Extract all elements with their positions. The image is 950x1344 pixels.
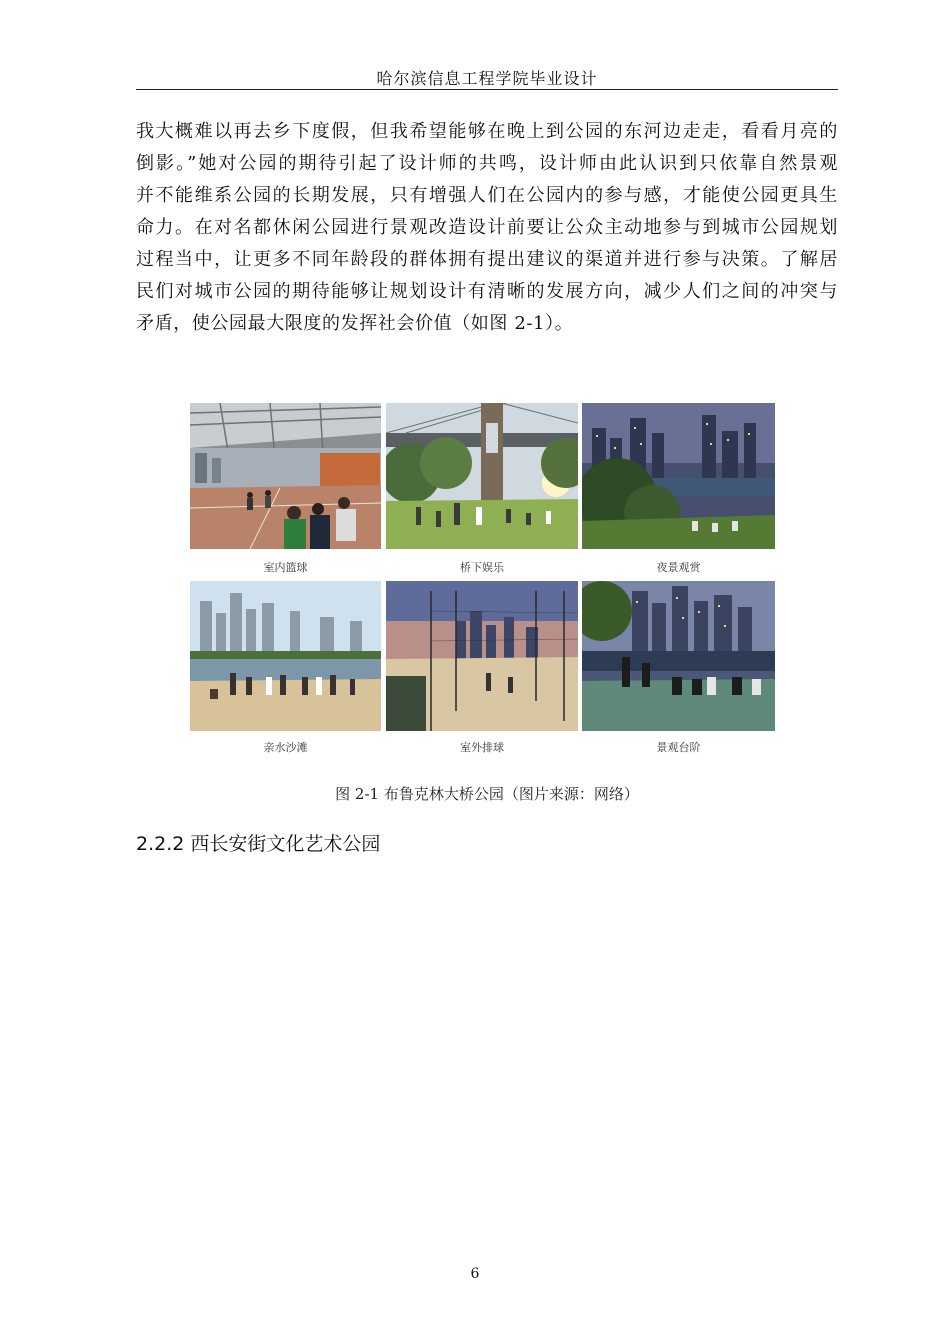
- page-number: 6: [470, 1266, 480, 1282]
- panel-label: 室外排球: [460, 741, 504, 754]
- body-paragraph: [136, 116, 838, 340]
- beach-photo: [190, 581, 381, 731]
- section-heading: 2.2.2 西长安街文化艺术公园: [136, 833, 381, 855]
- landscape-steps-photo: [582, 581, 775, 731]
- indoor-basketball-photo: [190, 403, 381, 549]
- paragraph-line: 我大概难以再去乡下度假，但我希望能够在晚上到公园的东河边走走，看看月亮的: [136, 121, 838, 142]
- page-header: 哈尔滨信息工程学院毕业设计: [376, 69, 598, 88]
- paragraph-line: 过程当中，让更多不同年龄段的群体拥有提出建议的渠道并进行参与决策。了解居: [136, 249, 838, 270]
- volleyball-photo: [386, 581, 578, 731]
- panel-label: 景观台阶: [656, 741, 701, 754]
- bridge-park-photo: [386, 403, 578, 549]
- panel-label: 室内篮球: [263, 561, 308, 574]
- night-view-photo: [582, 403, 775, 549]
- panel-label: 亲水沙滩: [263, 741, 308, 754]
- panel-label: 桥下娱乐: [460, 561, 504, 574]
- figure-2-1: [190, 403, 775, 763]
- paragraph-line: 命力。在对名都休闲公园进行景观改造设计前要让公众主动地参与到城市公园规划: [136, 217, 838, 238]
- header-rule: [136, 89, 838, 90]
- panel-label: 夜景观赏: [656, 561, 701, 574]
- paragraph-line: 矛盾，使公园最大限度的发挥社会价值（如图 2-1）。: [136, 313, 574, 334]
- figure-caption: 图 2-1 布鲁克林大桥公园（图片来源：网络）: [335, 785, 639, 803]
- paragraph-line: 并不能维系公园的长期发展，只有增强人们在公园内的参与感，才能使公园更具生: [136, 185, 838, 206]
- paragraph-line: 民们对城市公园的期待能够让规划设计有清晰的发展方向，减少人们之间的冲突与: [136, 281, 838, 302]
- paragraph-line: 倒影。”她对公园的期待引起了设计师的共鸣，设计师由此认识到只依靠自然景观: [136, 153, 838, 174]
